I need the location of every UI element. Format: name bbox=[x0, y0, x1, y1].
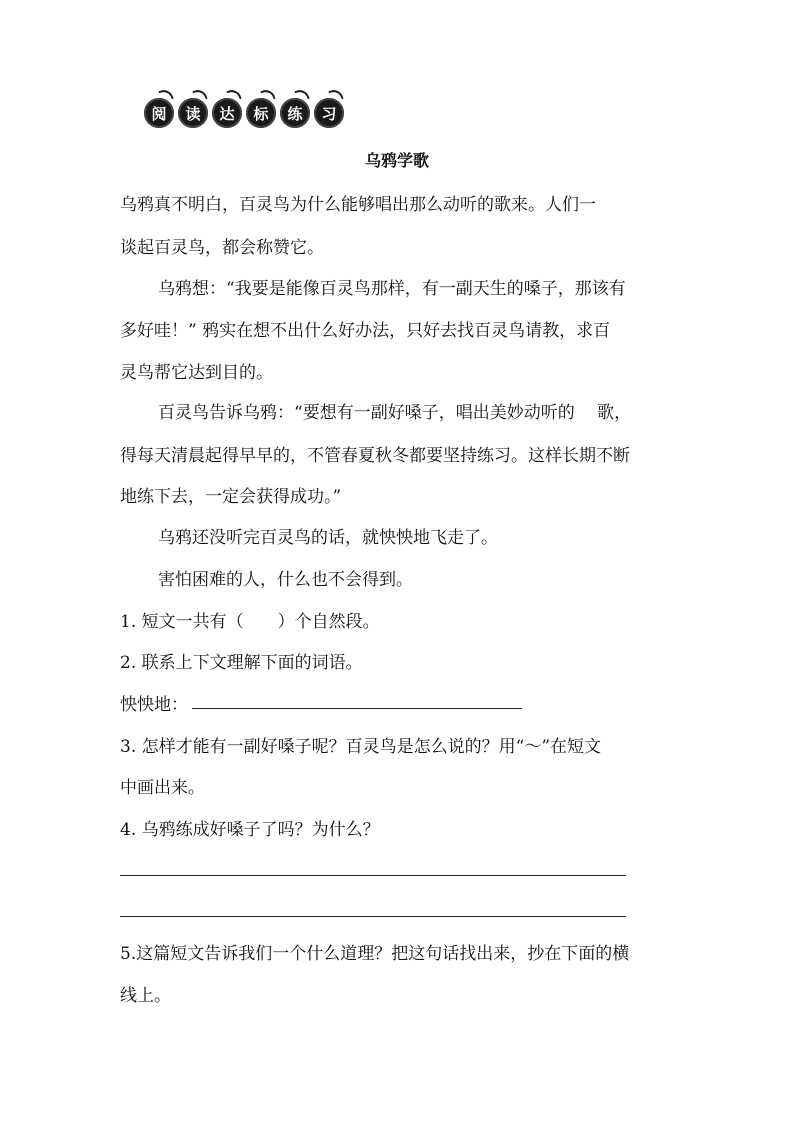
question-2: 2. 联系上下文理解下面的词语。 bbox=[120, 653, 363, 673]
paragraph-line: 多好哇！” 鸦实在想不出什么好办法，只好去找百灵鸟请教，求百 bbox=[120, 321, 611, 341]
sprout-icon bbox=[226, 87, 241, 102]
paragraph-line: 乌鸦还没听完百灵鸟的话，就怏怏地飞走了。 bbox=[158, 528, 498, 548]
answer-label: 怏怏地： bbox=[120, 695, 188, 715]
banner-badge bbox=[314, 98, 344, 128]
question-5: 5.这篇短文告诉我们一个什么道理？把这句话找出来，抄在下面的横 bbox=[120, 944, 630, 964]
question-1: 1. 短文一共有（ ）个自然段。 bbox=[120, 612, 380, 632]
banner-badge bbox=[246, 98, 276, 128]
banner-badge bbox=[178, 98, 208, 128]
paragraph-line: 害怕困难的人，什么也不会得到。 bbox=[158, 570, 413, 590]
answer-line[interactable] bbox=[120, 875, 626, 876]
sprout-icon bbox=[158, 87, 173, 102]
banner-badge bbox=[144, 98, 174, 128]
answer-line[interactable] bbox=[192, 708, 522, 709]
banner-badge bbox=[212, 98, 242, 128]
question-4: 4. 乌鸦练成好嗓子了吗？为什么？ bbox=[120, 820, 380, 840]
question-3-cont: 中画出来。 bbox=[120, 778, 205, 798]
reading-practice-banner bbox=[144, 98, 344, 128]
question-5-cont: 线上。 bbox=[120, 986, 171, 1006]
sprout-icon bbox=[192, 87, 207, 102]
banner-badge bbox=[280, 98, 310, 128]
sprout-icon bbox=[260, 87, 275, 102]
sprout-icon bbox=[294, 87, 309, 102]
paragraph-line: 谈起百灵鸟，都会称赞它。 bbox=[120, 238, 324, 258]
question-3: 3. 怎样才能有一副好嗓子呢？百灵鸟是怎么说的？用“～”在短文 bbox=[120, 737, 602, 757]
answer-line[interactable] bbox=[120, 916, 626, 917]
banner-char: 练 bbox=[287, 104, 303, 123]
paragraph-line: 得每天清晨起得早早的，不管春夏秋冬都要坚持练习。这样长期不断 bbox=[120, 446, 630, 466]
banner-char: 标 bbox=[253, 104, 269, 123]
sprout-icon bbox=[328, 87, 343, 102]
banner-char: 达 bbox=[219, 104, 235, 123]
paragraph-line: 地练下去，一定会获得成功。” bbox=[120, 487, 342, 507]
paragraph-line: 乌鸦想：“我要是能像百灵鸟那样，有一副天生的嗓子，那该有 bbox=[158, 279, 626, 299]
story-title: 乌鸦学歌 bbox=[364, 151, 429, 170]
paragraph-line: 百灵鸟告诉乌鸦：“要想有一副好嗓子，唱出美妙动听的 歌， bbox=[158, 403, 632, 423]
banner-char: 阅 bbox=[151, 104, 167, 123]
banner-char: 读 bbox=[185, 104, 201, 123]
paragraph-line: 乌鸦真不明白，百灵鸟为什么能够唱出那么动听的歌来。人们一 bbox=[120, 195, 596, 215]
paragraph-line: 灵鸟帮它达到目的。 bbox=[120, 363, 273, 383]
banner-char: 习 bbox=[321, 104, 337, 123]
